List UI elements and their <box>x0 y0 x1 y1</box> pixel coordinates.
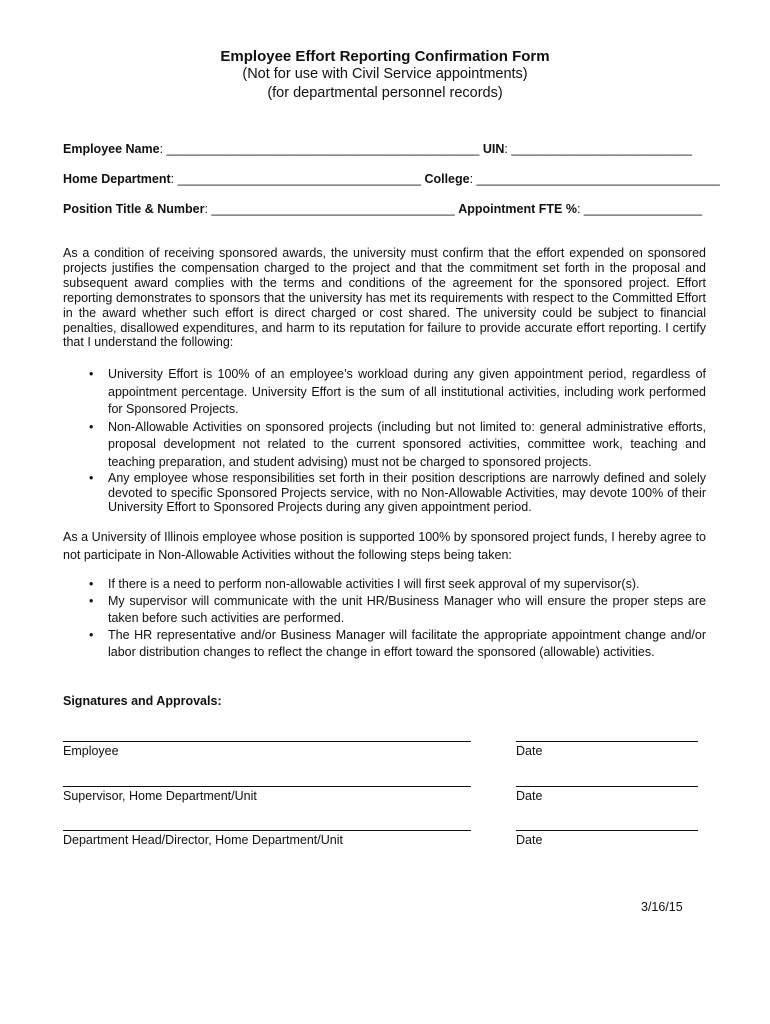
appointment-fte-label: Appointment FTE % <box>458 202 577 216</box>
uin-label: UIN <box>482 142 505 156</box>
uin-blank[interactable]: __________________________ <box>511 142 693 156</box>
signatures-heading: Signatures and Approvals: <box>63 694 222 708</box>
supervisor-date-line[interactable] <box>516 786 698 787</box>
list-item: • University Effort is 100% of an employee’s workload during any given appointment period, regardless of appointment percentage. University Effort is the sum of all institutional activities, including work performed for Sponsored Projects. <box>63 366 706 419</box>
employee-name-row: Employee Name: _____________________________________________ UIN: __________________________ <box>63 142 693 156</box>
revision-date: 3/16/15 <box>641 900 683 914</box>
appointment-fte-blank[interactable]: _________________ <box>583 202 703 216</box>
employee-name-label: Employee Name <box>63 142 160 156</box>
list-item: • The HR representative and/or Business Manager will facilitate the appropriate appointment change and/or labor distribution changes to reflect the change in effort toward the sponsored (allowable) activities. <box>63 627 706 661</box>
supervisor-signature-label: Supervisor, Home Department/Unit <box>63 789 257 803</box>
dept-head-signature-line[interactable] <box>63 830 471 831</box>
employee-signature-label: Employee <box>63 744 119 758</box>
effort-definitions-list <box>63 366 706 515</box>
intro-paragraph: As a condition of receiving sponsored awards, the university must confirm that the effort expended on sponsored projects justifies the compensation charged to the project and that the commitment set forth in the proposal and subsequent award complies with the terms and conditions of the agreement for the sponsored project. Effort reporting demonstrates to sponsors that the university has met its requirements with respect to the Committed Effort in the award whether such effort is direct charged or cost shared. The university could be subject to financial penalties, disallowed expenditures, and harm to its reputation for failure to provide accurate effort reporting. I certify that I understand the following: <box>63 246 706 350</box>
position-title-label: Position Title & Number <box>63 202 205 216</box>
agreement-paragraph: As a University of Illinois employee whose position is supported 100% by sponsored project funds, I hereby agree to not participate in Non-Allowable Activities without the following steps being taken: <box>63 530 706 562</box>
home-department-blank[interactable]: ___________________________________ <box>177 172 421 186</box>
form-subtitle-records: (for departmental personnel records) <box>267 85 503 101</box>
home-department-label: Home Department <box>63 172 171 186</box>
form-title: Employee Effort Reporting Confirmation Form <box>220 48 550 65</box>
college-label: College <box>424 172 470 186</box>
employee-date-label: Date <box>516 744 543 758</box>
employee-date-line[interactable] <box>516 741 698 742</box>
position-title-blank[interactable]: ___________________________________ <box>211 202 455 216</box>
dept-head-date-label: Date <box>516 833 543 847</box>
home-department-row: Home Department: ___________________________________ College: ___________________________________ <box>63 172 720 186</box>
dept-head-date-line[interactable] <box>516 830 698 831</box>
steps-list <box>63 576 706 661</box>
supervisor-date-label: Date <box>516 789 543 803</box>
list-item: • My supervisor will communicate with the unit HR/Business Manager who will ensure the proper steps are taken before such activities are performed. <box>63 593 706 627</box>
college-blank[interactable]: ___________________________________ <box>476 172 720 186</box>
supervisor-signature-line[interactable] <box>63 786 471 787</box>
form-subtitle-civil-service: (Not for use with Civil Service appointments) <box>242 66 528 82</box>
list-item: • Non-Allowable Activities on sponsored projects (including but not limited to: general administrative efforts, proposal development not related to the current sponsored activities, committee work, teaching and teaching preparation, and student advising) must not be charged to sponsored projects. <box>63 419 706 472</box>
employee-signature-line[interactable] <box>63 741 471 742</box>
position-row: Position Title & Number: ___________________________________ Appointment FTE %: _________________ <box>63 202 703 216</box>
dept-head-signature-label: Department Head/Director, Home Department/Unit <box>63 833 343 847</box>
list-item: • If there is a need to perform non-allowable activities I will first seek approval of my supervisor(s). <box>63 576 706 593</box>
employee-name-blank[interactable]: _____________________________________________ <box>166 142 480 156</box>
list-item: • Any employee whose responsibilities set forth in their position descriptions are narrowly defined and solely devoted to specific Sponsored Projects service, with no Non-Allowable Activities, may devote 100% of their University Effort to Sponsored Projects during any given appointment period. <box>63 471 706 515</box>
